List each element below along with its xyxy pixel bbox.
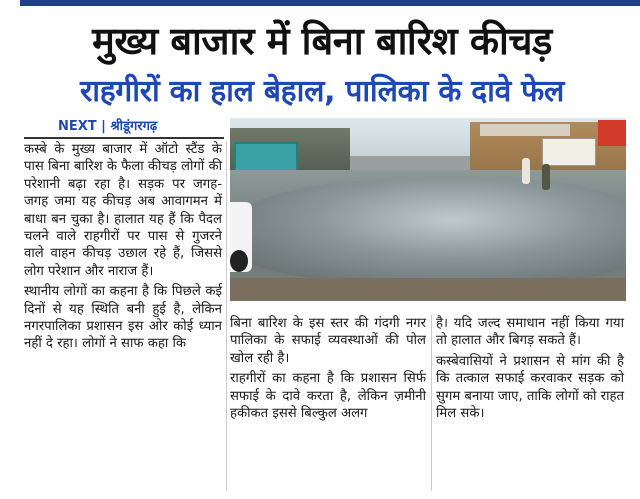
photo-mud-puddle (240, 180, 626, 280)
subheadline: राहगीरों का हाल बेहाल, पालिका के दावे फेल (79, 74, 565, 109)
photo-banner (542, 138, 596, 166)
news-photo (230, 118, 626, 301)
photo-car-wheel (230, 250, 248, 272)
paragraph: कस्बेवासियों ने प्रशासन से मांग की है कि तत्काल सफाई करवाकर सड़क को सुगम बनाया जाए, ताकि लोगों को राहत मिल सके। (436, 353, 624, 422)
headline: मुख्य बाजार में बिना बारिश कीचड़ (92, 19, 552, 63)
paragraph: बिना बारिश के इस स्तर की गंदगी नगर पालिका के सफाई व्यवस्थाओं की पोल खोल रही है। (230, 316, 426, 366)
byline-city: श्रीडूंगरगढ़ (110, 119, 158, 134)
article-column-3 (436, 315, 624, 425)
paragraph: है। यदि जल्द समाधान नहीं किया गया तो हालात और बिगड़ सकते हैं। (436, 316, 624, 349)
paragraph: स्थानीय लोगों का कहना है कि पिछले कई दिनों से यह स्थिति बनी हुई है, लेकिन नगरपालिका प्रशासन इस ओर कोई ध्यान नहीं दे रहा। लोगों ने साफ कहा कि (24, 284, 222, 352)
column-divider (431, 315, 432, 491)
column-divider (226, 141, 227, 491)
photo-sign (598, 120, 626, 146)
photo-person (542, 164, 550, 190)
article-column-2 (230, 315, 426, 425)
byline-tag: NEXT | (58, 119, 111, 134)
byline (24, 119, 224, 139)
top-rule (20, 0, 640, 6)
photo-mud (230, 278, 626, 301)
paragraph: राहगीरों का कहना है कि प्रशासन सिर्फ सफाई के दावे करता है, लेकिन ज़मीनी हकीकत इससे बिल्कुल अलग (230, 371, 426, 422)
photo-awning (480, 124, 570, 136)
article-column-1 (24, 141, 222, 356)
paragraph: कस्बे के मुख्य बाजार में ऑटो स्टैंड के पास बिना बारिश के फैला कीचड़ लोगों की परेशानी बढ़ा रहा है। सड़क पर जगह-जगह जमा यह कीचड़ अब आवागमन में बाधा बन चुका है। हालात यह हैं कि पैदल चलने वाले राहगीरों पर पास से गुजरने वाले वाहन कीचड़ उछाल रहे हैं, जिससे लोग परेशान और नाराज हैं। (24, 142, 222, 279)
photo-person (522, 158, 530, 184)
